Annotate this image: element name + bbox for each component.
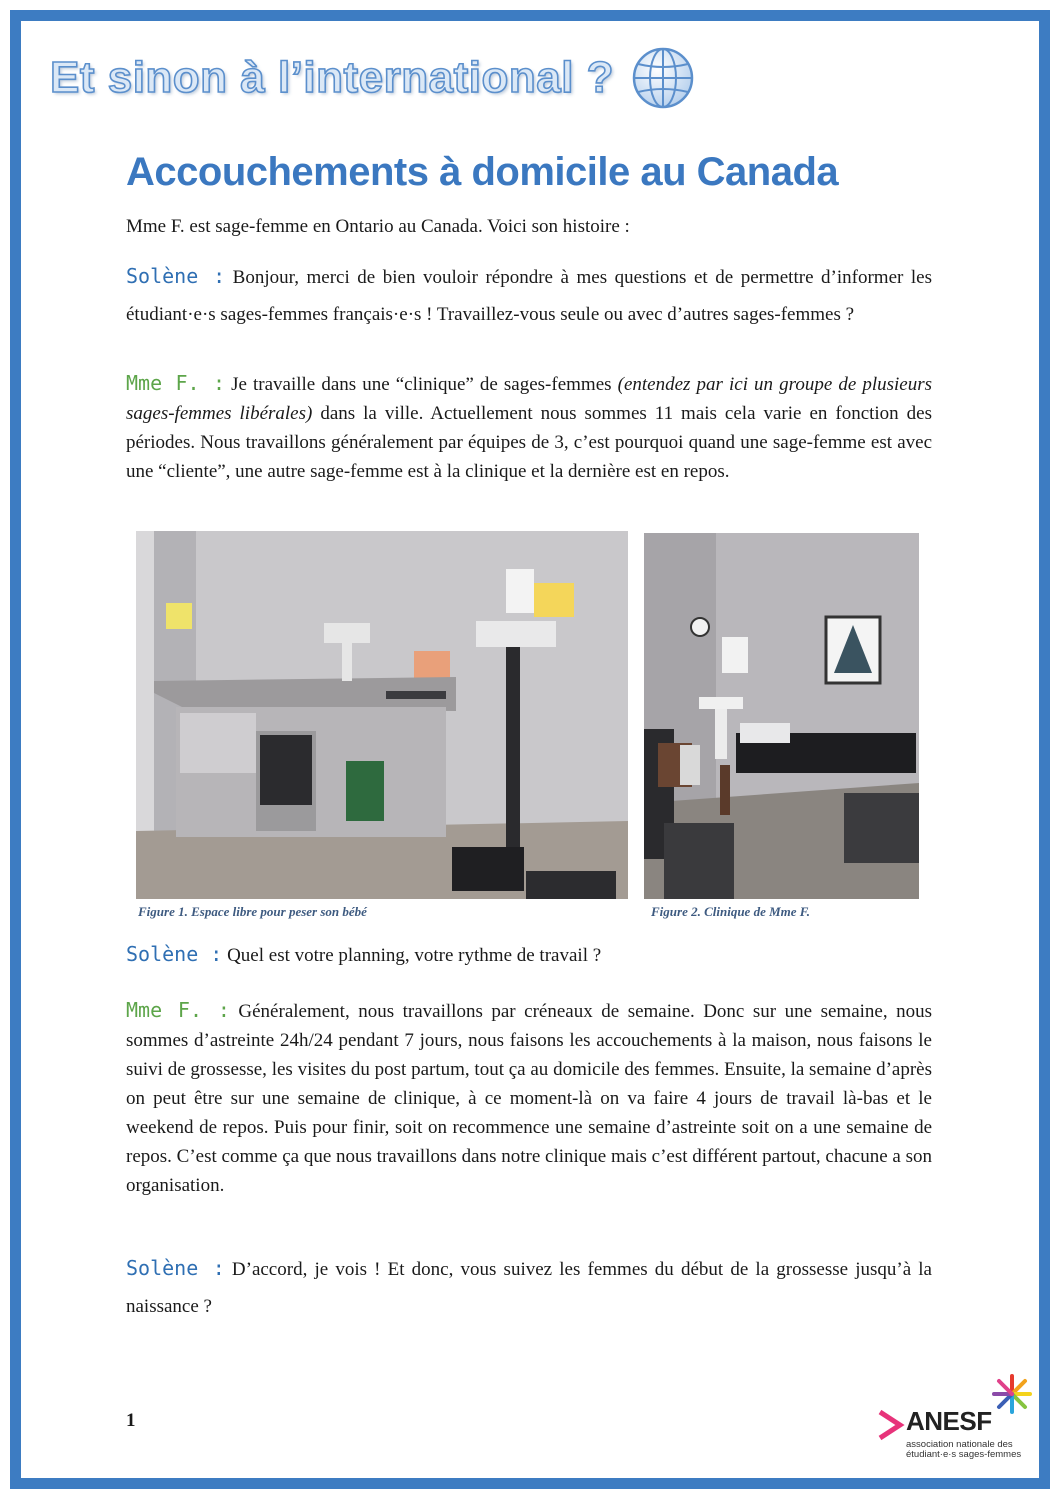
- question-2-text: Quel est votre planning, votre rythme de travail ?: [227, 945, 602, 966]
- figure-2-caption: Figure 2. Clinique de Mme F.: [651, 904, 811, 919]
- answer-2: [126, 996, 932, 1200]
- banner-title: Et sinon à l’international ?: [50, 53, 615, 102]
- section-banner: [50, 48, 696, 108]
- question-1-text: Bonjour, merci de bien vouloir répondre à mes questions et de permettre d’informer les étudiant·e·s sages-femmes français·e·s ! Travaillez-vous seule ou avec d’autres sages-femmes ?: [126, 267, 932, 325]
- speaker-mme-f: Mme F. :: [126, 998, 230, 1022]
- answer-1-italic: (entendez par ici un groupe de plusieurs sages-femmes libérales): [126, 374, 933, 424]
- question-2: [126, 940, 932, 970]
- speaker-mme-f: Mme F. :: [126, 371, 225, 395]
- intro-paragraph: [126, 212, 932, 241]
- answer-1-part2: dans la ville. Actuellement nous sommes 11 mais cela varie en fonction des périodes. Nous travaillons généralement par équipes de 3, c’est pourquoi quand une sage-femme est avec une “cliente”, une autre sage-femme est à la clinique et la dernière est en repos.: [126, 403, 932, 482]
- figure-2-photo: [644, 533, 919, 899]
- speaker-solene: Solène :: [126, 942, 223, 966]
- globe-icon: [630, 45, 696, 111]
- anesf-logo: [872, 1372, 1032, 1472]
- figure-1-caption: Figure 1. Espace libre pour peser son bébé: [138, 904, 367, 919]
- speaker-solene: Solène :: [126, 264, 226, 288]
- article-title: Accouchements à domicile au Canada: [126, 150, 839, 194]
- page-number: 1: [126, 1410, 136, 1431]
- answer-1: [126, 369, 932, 486]
- logo-subtitle: association nationale des étudiant·e·s sages-femmes: [906, 1439, 1022, 1460]
- intro-text: Mme F. est sage-femme en Ontario au Canada. Voici son histoire :: [126, 216, 630, 237]
- speaker-solene: Solène :: [126, 1256, 225, 1280]
- question-3-text: D’accord, je vois ! Et donc, vous suivez les femmes du début de la grossesse jusqu’à la naissance ?: [126, 1259, 932, 1317]
- logo-name: ANESF: [906, 1406, 992, 1436]
- question-1: [126, 258, 932, 333]
- figure-1-photo: [136, 531, 628, 899]
- answer-1-part1: Je travaille dans une “clinique” de sages-femmes: [231, 374, 618, 395]
- question-3: [126, 1250, 932, 1325]
- answer-2-text: Généralement, nous travaillons par créneaux de semaine. Donc sur une semaine, nous sommes d’astreinte 24h/24 pendant 7 jours, nous faisons les accouchements à la maison, nous faisons le suivi de grossesse, les visites du post partum, tout ça au domicile des femmes. Ensuite, la semaine d’après on peut être sur une semaine de clinique, à ce moment-là on va faire 4 jours de travail là-bas et le weekend de repos. Puis pour finir, soit on recommence une semaine d’astreinte soit on a une semaine de repos. C’est comme ça que nous travaillons dans notre clinique mais c’est différent partout, chacune a son organisation.: [126, 1001, 933, 1196]
